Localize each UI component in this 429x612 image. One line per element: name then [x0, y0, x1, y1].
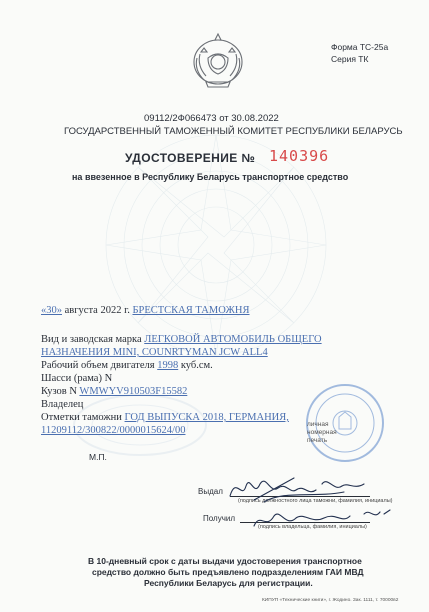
issued-by-hint: (подпись должностного лица таможни, фамилия, инициалы) [238, 498, 393, 504]
body-label: Кузов N [41, 386, 77, 397]
printer-info: КИПУП «Технические книги», г. Жодино. Зак. 1111, т. 70000в2 [262, 598, 399, 603]
notes-value-cont: 11209112/300822/0000015624/00 [41, 425, 186, 436]
chassis-label: Шасси (рама) N [41, 373, 113, 384]
issue-month-year: августа 2022 г. [64, 305, 130, 316]
footer-line-2: средство должно быть предъявлено подразделениям ГАИ МВД [92, 567, 364, 577]
received-by-label: Получил [203, 514, 235, 523]
registration-number: 09112/2Ф066473 от 30.08.2022 [144, 113, 279, 124]
personal-stamp-label: личная номерная печать [307, 421, 337, 444]
handwritten-signatures [224, 470, 404, 540]
seal-place-label: М.П. [89, 452, 107, 462]
owner-label: Владелец [41, 399, 84, 410]
form-code: Форма ТС-25а [331, 42, 389, 52]
issue-day: «30» [41, 305, 62, 316]
series: Серия ТК [331, 54, 369, 64]
body-value: WMWYV910503F15582 [79, 386, 188, 397]
engine-label: Рабочий объем двигателя [41, 360, 155, 371]
engine-row [41, 360, 213, 371]
notes-label: Отметки таможни [41, 412, 122, 423]
vehicle-kind-value-cont: НАЗНАЧЕНИЯ MINI, COUNRTYMAN JCW ALL4 [41, 347, 268, 358]
vehicle-kind-row [41, 334, 322, 345]
issued-by-label: Выдал [198, 487, 223, 496]
vehicle-kind-value: ЛЕГКОВОЙ АВТОМОБИЛЬ ОБЩЕГО [144, 334, 322, 345]
body-row [41, 386, 187, 397]
footer-line-3: Республики Беларусь для регистрации. [144, 578, 313, 588]
engine-unit: куб.см. [180, 360, 213, 371]
committee-name: ГОСУДАРСТВЕННЫЙ ТАМОЖЕННЫЙ КОМИТЕТ РЕСПУБЛИКИ БЕЛАРУСЬ [64, 126, 403, 137]
vehicle-kind-label: Вид и заводская марка [41, 334, 142, 345]
notes-value: ГОД ВЫПУСКА 2018, ГЕРМАНИЯ, [124, 412, 289, 423]
engine-value: 1998 [157, 360, 179, 371]
customs-office: БРЕСТСКАЯ ТАМОЖНЯ [132, 305, 250, 316]
certificate-number: 140396 [269, 147, 330, 165]
footer-line-1: В 10-дневный срок с даты выдачи удостоверения транспортное [88, 556, 362, 566]
notes-row [41, 412, 289, 423]
issue-date-line [41, 305, 250, 316]
received-by-hint: (подпись владельца, фамилия, инициалы) [258, 524, 367, 530]
certificate-title: УДОСТОВЕРЕНИЕ № [125, 151, 256, 165]
coat-of-arms-emblem [188, 30, 248, 90]
certificate-subtitle: на ввезенное в Республику Беларусь транспортное средство [72, 172, 349, 182]
